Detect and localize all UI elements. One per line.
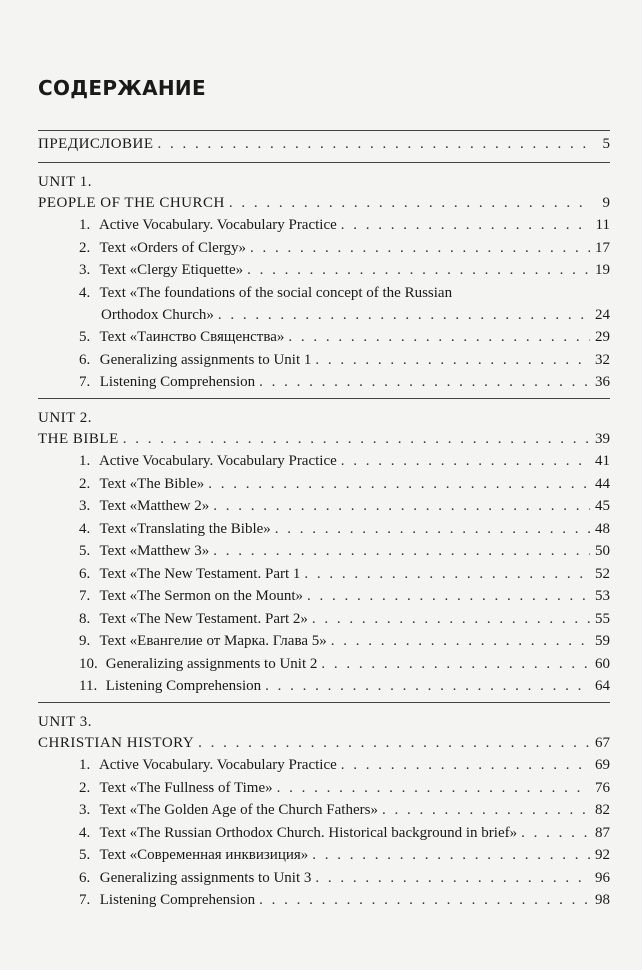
item-number: 5. xyxy=(79,847,91,863)
item-number: 4. xyxy=(79,284,91,301)
toc-item xyxy=(38,653,610,676)
page-number: 29 xyxy=(595,329,610,345)
item-number: 7. xyxy=(79,374,91,390)
unit-heading-line xyxy=(38,192,610,215)
item-number: 7. xyxy=(79,892,91,908)
item-title: Active Vocabulary. Vocabulary Practice xyxy=(98,757,337,773)
dot-leader xyxy=(265,675,590,698)
item-number: 2. xyxy=(79,475,91,492)
item-title-line1: Text «The foundations of the social concept of the Russian xyxy=(99,284,453,301)
item-number: 7. xyxy=(79,588,91,604)
toc-item xyxy=(38,518,610,541)
dot-leader xyxy=(218,304,590,327)
preface-label: ПРЕДИСЛОВИЕ xyxy=(38,136,154,152)
toc-item xyxy=(38,371,610,394)
item-title: Text «The Fullness of Time» xyxy=(99,779,273,796)
item-title: Text «Translating the Bible» xyxy=(99,520,271,537)
item-title: Text «The New Testament. Part 2» xyxy=(99,610,308,627)
toc-item xyxy=(38,214,610,237)
toc-item xyxy=(38,844,610,867)
toc-item xyxy=(38,799,610,822)
dot-leader xyxy=(250,237,590,260)
toc-item xyxy=(38,608,610,631)
page-number: 98 xyxy=(595,892,610,908)
page-number: 76 xyxy=(595,779,610,796)
item-title: Active Vocabulary. Vocabulary Practice xyxy=(98,217,337,233)
item-title: Listening Comprehension xyxy=(99,374,256,390)
dot-leader xyxy=(341,450,590,473)
dot-leader xyxy=(315,867,590,890)
item-title: Text «Современная инквизиция» xyxy=(99,847,309,863)
toc-line xyxy=(38,133,610,156)
page-number: 36 xyxy=(595,374,610,390)
item-title-line2: Orthodox Church» xyxy=(101,306,214,323)
item-number: 3. xyxy=(79,802,91,818)
dot-leader xyxy=(312,844,590,867)
unit-2-section xyxy=(38,399,610,702)
page-number: 96 xyxy=(595,869,610,886)
item-title: Generalizing assignments to Unit 3 xyxy=(99,869,312,886)
toc-item xyxy=(38,237,610,260)
page-number: 82 xyxy=(595,802,610,818)
item-number: 2. xyxy=(79,779,91,796)
item-title: Listening Comprehension xyxy=(105,678,262,694)
dot-leader xyxy=(288,326,590,349)
page-number: 69 xyxy=(595,757,610,773)
dot-leader xyxy=(259,889,590,912)
page-number: 41 xyxy=(595,453,610,469)
page-number: 24 xyxy=(595,306,610,323)
item-title: Text «The Bible» xyxy=(99,475,205,492)
page-number: 44 xyxy=(595,475,610,492)
dot-leader xyxy=(198,732,590,755)
page-number: 67 xyxy=(595,734,610,751)
dot-leader xyxy=(123,428,590,451)
item-title: Text «Matthew 3» xyxy=(99,543,210,559)
toc-item xyxy=(38,630,610,653)
toc-item xyxy=(38,540,610,563)
dot-leader xyxy=(229,192,590,215)
unit-1-section xyxy=(38,163,610,398)
dot-leader xyxy=(213,495,590,518)
dot-leader xyxy=(521,822,590,845)
table-of-contents xyxy=(38,130,610,916)
item-number: 11. xyxy=(79,678,98,694)
item-number: 4. xyxy=(79,520,91,537)
page-number: 19 xyxy=(595,262,610,278)
item-number: 5. xyxy=(79,543,91,559)
item-number: 6. xyxy=(79,565,91,582)
dot-leader xyxy=(208,473,590,496)
item-number: 6. xyxy=(79,351,91,368)
toc-item xyxy=(38,259,610,282)
dot-leader xyxy=(341,754,590,777)
item-first-line xyxy=(79,282,610,304)
preface-entry xyxy=(38,131,610,162)
item-number: 1. xyxy=(79,453,91,469)
page-number: 55 xyxy=(595,610,610,627)
item-number: 4. xyxy=(79,824,91,841)
toc-item xyxy=(38,754,610,777)
unit-heading: CHRISTIAN HISTORY xyxy=(38,734,195,751)
page-number: 17 xyxy=(595,239,610,256)
item-title: Text «Matthew 2» xyxy=(99,498,210,514)
page-number: 48 xyxy=(595,520,610,537)
item-number: 8. xyxy=(79,610,91,627)
page-number: 5 xyxy=(602,136,610,152)
unit-heading: THE BIBLE xyxy=(38,430,119,447)
toc-item xyxy=(38,675,610,698)
toc-item xyxy=(38,563,610,586)
dot-leader xyxy=(341,214,590,237)
toc-item xyxy=(38,349,610,372)
toc-item xyxy=(38,473,610,496)
item-number: 3. xyxy=(79,262,91,278)
dot-leader xyxy=(158,133,590,156)
page-number: 9 xyxy=(602,194,610,211)
dot-leader xyxy=(247,259,590,282)
page-number: 32 xyxy=(595,351,610,368)
dot-leader xyxy=(213,540,590,563)
item-title: Text «Clergy Etiquette» xyxy=(99,262,244,278)
dot-leader xyxy=(312,608,590,631)
item-title: Text «Таинство Священства» xyxy=(99,329,285,345)
item-title: Text «The New Testament. Part 1 xyxy=(99,565,301,582)
toc-item xyxy=(38,777,610,800)
item-number: 6. xyxy=(79,869,91,886)
dot-leader xyxy=(331,630,590,653)
item-number: 10. xyxy=(79,655,98,672)
item-title: Active Vocabulary. Vocabulary Practice xyxy=(98,453,337,469)
item-title: Text «Orders of Clergy» xyxy=(99,239,247,256)
item-number: 9. xyxy=(79,633,91,649)
item-title: Text «Евангелие от Марка. Глава 5» xyxy=(99,633,327,649)
toc-item xyxy=(38,585,610,608)
unit-number: UNIT 1. xyxy=(38,173,93,190)
dot-leader xyxy=(277,777,590,800)
item-title: Text «The Russian Orthodox Church. Historical background in brief» xyxy=(99,824,518,841)
toc-item xyxy=(38,867,610,890)
toc-item xyxy=(38,822,610,845)
item-title: Text «The Sermon on the Mount» xyxy=(99,588,303,604)
item-title: Text «The Golden Age of the Church Fathers» xyxy=(99,802,378,818)
unit-heading-line xyxy=(38,732,610,755)
toc-item xyxy=(38,326,610,349)
page-number: 53 xyxy=(595,588,610,604)
dot-leader xyxy=(259,371,590,394)
item-title: Generalizing assignments to Unit 1 xyxy=(99,351,312,368)
page-number: 50 xyxy=(595,543,610,559)
item-number: 3. xyxy=(79,498,91,514)
item-number: 2. xyxy=(79,239,91,256)
unit-heading-line xyxy=(38,428,610,451)
dot-leader xyxy=(275,518,590,541)
page-number: 45 xyxy=(595,498,610,514)
page-number: 87 xyxy=(595,824,610,841)
dot-leader xyxy=(304,563,590,586)
toc-item xyxy=(38,889,610,912)
page-number: 39 xyxy=(595,430,610,447)
page-title: СОДЕРЖАНИЕ xyxy=(38,76,206,100)
page-number: 92 xyxy=(595,847,610,863)
unit-3-section xyxy=(38,703,610,916)
dot-leader xyxy=(382,799,590,822)
unit-heading: PEOPLE OF THE CHURCH xyxy=(38,194,225,211)
toc-item-two-line xyxy=(38,282,610,327)
dot-leader xyxy=(315,349,590,372)
toc-item xyxy=(38,450,610,473)
toc-line xyxy=(79,304,610,327)
page-number: 60 xyxy=(595,655,610,672)
toc-item xyxy=(38,495,610,518)
item-number: 5. xyxy=(79,329,91,345)
item-title: Generalizing assignments to Unit 2 xyxy=(105,655,318,672)
page-number: 11 xyxy=(595,217,610,233)
item-title: Listening Comprehension xyxy=(99,892,256,908)
unit-number: UNIT 3. xyxy=(38,713,93,730)
page-number: 52 xyxy=(595,565,610,582)
item-number: 1. xyxy=(79,757,91,773)
unit-number: UNIT 2. xyxy=(38,409,93,426)
page-number: 59 xyxy=(595,633,610,649)
dot-leader xyxy=(307,585,590,608)
item-number: 1. xyxy=(79,217,91,233)
page-number: 64 xyxy=(595,678,610,694)
dot-leader xyxy=(321,653,590,676)
